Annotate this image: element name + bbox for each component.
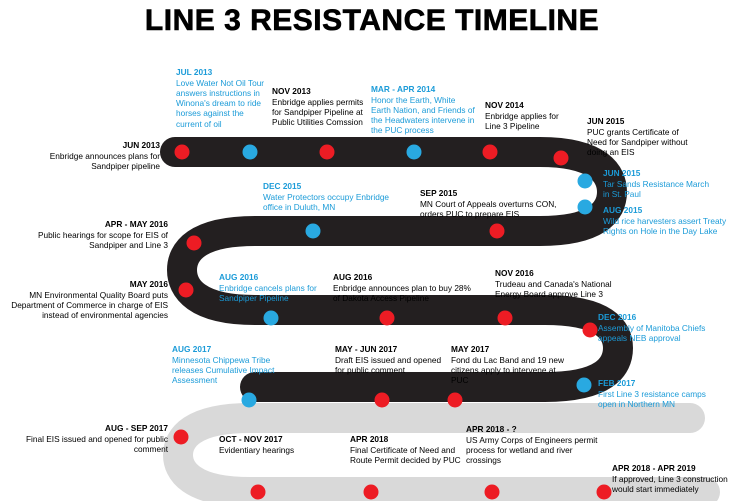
timeline-dot [251,485,266,500]
event-date: MAY - JUN 2017 [335,344,398,354]
event-text: If approved, Line 3 construction would start immediately [612,474,728,495]
event-text: Public hearings for scope for EIS of Sandpiper and Line 3 [37,230,168,251]
page-title: LINE 3 RESISTANCE TIMELINE [144,4,600,37]
timeline-dot [554,151,569,166]
timeline-dot [243,145,258,160]
event-date: JUN 2013 [122,140,160,150]
timeline-dot [407,145,422,160]
timeline-dot [364,485,379,500]
event-date: JUN 2015 [587,116,625,126]
event-date: NOV 2014 [485,100,524,110]
event-date: JUL 2013 [176,67,213,77]
timeline-dot [179,283,194,298]
event-text: Enbridge announces plan to buy 28% of Dakota Access Pipeline [333,283,471,304]
event-text: Love Water Not Oil Tour answers instructions in Winona's dream to ride horses against the current of oil [176,78,265,129]
timeline-dot [320,145,335,160]
event-date: FEB 2017 [598,378,636,388]
event-text: Final EIS issued and opened for public comment [25,434,168,455]
event-sep-2015 [420,188,572,219]
event-aug-2017 [172,344,296,385]
event-date: AUG - SEP 2017 [104,423,168,433]
timeline-dot [498,311,513,326]
event-text: Enbridge applies for Line 3 Pipeline [485,111,559,132]
timeline-dot [175,145,190,160]
event-text: Fond du Lac Band and 19 new citizens apply to intervene at PUC [451,355,565,386]
event-text: Water Protectors occupy Enbridge office in Duluth, MN [263,192,390,213]
event-text: Enbridge applies permits for Sandpiper Pipeline at Public Utilities Comssion [272,97,364,128]
event-date: MAY 2016 [129,279,168,289]
event-date: AUG 2016 [333,272,373,282]
event-text: Draft EIS issued and opened for public comment [335,355,442,376]
timeline-dot [380,311,395,326]
event-date: APR 2018 - ? [466,424,517,434]
event-date: DEC 2016 [598,312,637,322]
event-date: AUG 2016 [219,272,259,282]
event-mar-apr-2014 [371,84,475,136]
timeline-dot [583,323,598,338]
event-may-2016 [6,279,168,320]
event-oct-nov-2017 [219,434,337,455]
event-date: APR 2018 - APR 2019 [612,463,696,473]
event-date: OCT - NOV 2017 [219,434,283,444]
event-aug-sep-2017 [12,423,168,454]
event-jul-2013 [176,67,266,129]
event-nov-2013 [272,86,364,127]
event-text: Minnesota Chippewa Tribe releases Cumulative Impact Assessment [172,355,275,386]
event-text: Enbridge announces plans for Sandpiper pipeline [49,151,160,172]
event-text: US Army Corps of Engineers permit process for wetland and river crossings [466,435,598,466]
event-text: Assembly of Manitoba Chiefs appeals NEB approval [598,323,706,344]
timeline-dot [306,224,321,239]
timeline-dot [578,200,593,215]
event-text: MN Court of Appeals overturns CON, orders PUC to prepare EIS [420,199,557,220]
timeline-dot [578,174,593,189]
timeline-dot [242,393,257,408]
event-text: MN Environmental Quality Board puts Department of Commerce in charge of EIS instead of environmental agencies [11,290,168,321]
event-dec-2015 [263,181,409,212]
event-date: SEP 2015 [420,188,458,198]
event-aug-2015 [603,205,735,236]
timeline-dot [174,430,189,445]
event-text: Final Certificate of Need and Route Permit decided by PUC [350,445,461,466]
event-date: AUG 2015 [603,205,643,215]
event-date: MAR - APR 2014 [371,84,436,94]
event-nov-2014 [485,100,571,131]
event-text: Enbridge cancels plans for Sandpiper Pipeline [219,283,317,304]
event-date: APR 2018 [350,434,389,444]
timeline-dot [577,378,592,393]
event-text: Evidentiary hearings [219,445,295,456]
event-text: PUC grants Certificate of Need for Sandpiper without doing an EIS [587,127,688,158]
timeline-dot [597,485,612,500]
event-text: Trudeau and Canada's National Energy Board approve Line 3 [495,279,612,300]
event-nov-2016 [495,268,637,299]
event-text: Wild rice harvesters assert Treaty Rights on Hole in the Day Lake [603,216,727,237]
event-apr-2018-corps [466,424,602,465]
event-date: DEC 2015 [263,181,302,191]
event-aug-2016-cancels [219,272,325,303]
timeline-dot [448,393,463,408]
event-may-jun-2017 [335,344,445,375]
timeline-dot [375,393,390,408]
event-apr-may-2016 [10,219,168,250]
event-jun-2015-march [603,168,713,199]
event-text: First Line 3 resistance camps open in Northern MN [598,389,706,410]
event-apr-2018-permit [350,434,468,465]
event-dec-2016 [598,312,732,343]
timeline-dot [485,485,500,500]
event-date: JUN 2015 [603,168,641,178]
event-date: MAY 2017 [451,344,490,354]
timeline-dot [187,236,202,251]
event-date: NOV 2016 [495,268,534,278]
event-jun-2013 [10,140,160,171]
timeline-dot [483,145,498,160]
event-text: Tar Sands Resistance March in St. Paul [603,179,710,200]
event-feb-2017 [598,378,726,409]
event-jun-2015-puc [587,116,697,157]
event-date: NOV 2013 [272,86,311,96]
event-date: AUG 2017 [172,344,212,354]
event-text: Honor the Earth, White Earth Nation, and Friends of the Headwaters intervene in the PUC process [371,95,475,136]
timeline-dot [264,311,279,326]
event-may-2017 [451,344,573,385]
event-date: APR - MAY 2016 [104,219,168,229]
event-apr-2018-apr-2019 [612,463,740,494]
timeline-dot [490,224,505,239]
event-aug-2016-dapl [333,272,479,303]
